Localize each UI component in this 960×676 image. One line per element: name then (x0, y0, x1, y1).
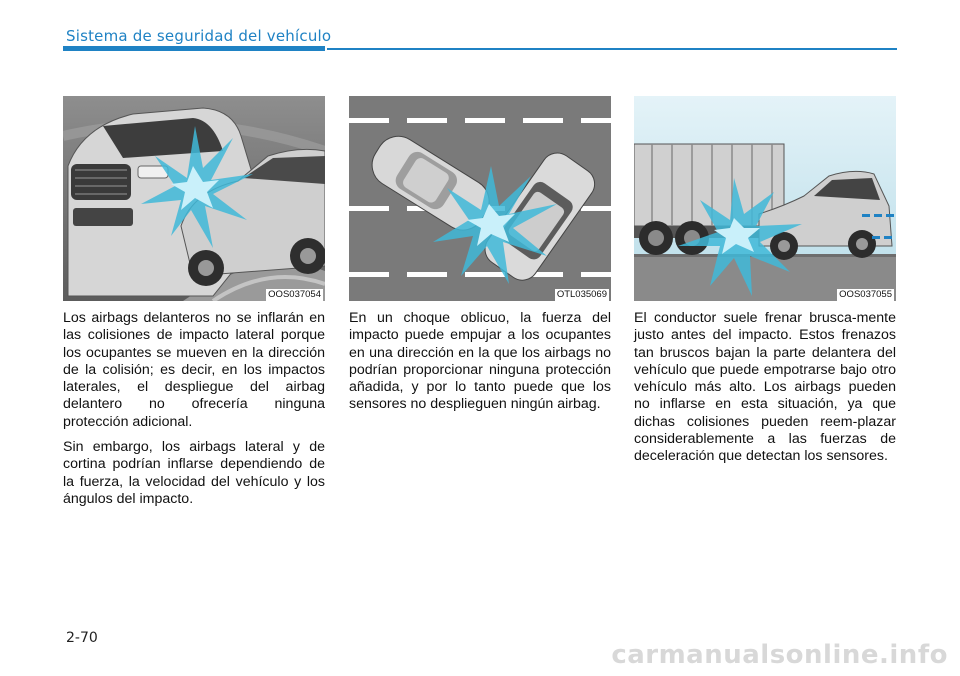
figure-code: OOS037055 (839, 289, 892, 300)
paragraph: Los airbags delanteros no se inflarán en las colisiones de impacto lateral porque los ocupantes se mueven en la dirección de la colisión; es decir, en los impactos laterales, el despliegue del airbag delantero no ofrecería ninguna protección adicional. (63, 310, 325, 430)
section-title: Sistema de seguridad del vehículo (66, 27, 332, 45)
text-column-2 (349, 310, 611, 422)
frontal-side-collision-illustration (63, 96, 325, 301)
figure-underride-collision (634, 96, 896, 301)
oblique-collision-illustration (349, 96, 611, 301)
watermark: carmanualsonline.info (611, 640, 948, 670)
figure-oblique-collision (349, 96, 611, 301)
underride-collision-illustration (634, 96, 896, 301)
paragraph: Sin embargo, los airbags lateral y de cortina podrían inflarse dependiendo de la fuerza, la velocidad del vehículo y los ángulos del impacto. (63, 439, 325, 507)
text-column-3 (634, 310, 896, 474)
figure-code: OOS037054 (268, 289, 321, 300)
figure-side-collision (63, 96, 325, 301)
header-rule-thin (327, 48, 897, 50)
text-column-1 (63, 310, 325, 516)
header-rule-thick (63, 46, 325, 51)
page-number: 2-70 (66, 630, 98, 646)
paragraph: En un choque oblicuo, la fuerza del impacto puede empujar a los ocupantes en una dirección en la que los airbags no podrían proporcionar ninguna protección añadida, y por lo tanto puede que los sensores no desplieguen ningún airbag. (349, 310, 611, 413)
paragraph: El conductor suele frenar brusca-mente justo antes del impacto. Estos frenazos tan bruscos bajan la parte delantera del vehículo que puede empotrarse bajo otro vehículo más alto. Los airbags pueden no inflarse en esta situación, ya que dichas colisiones pueden reem-plazar considerablemente a las fuerzas de deceleración que detectan los sensores. (634, 310, 896, 465)
figure-code: OTL035069 (556, 289, 607, 300)
